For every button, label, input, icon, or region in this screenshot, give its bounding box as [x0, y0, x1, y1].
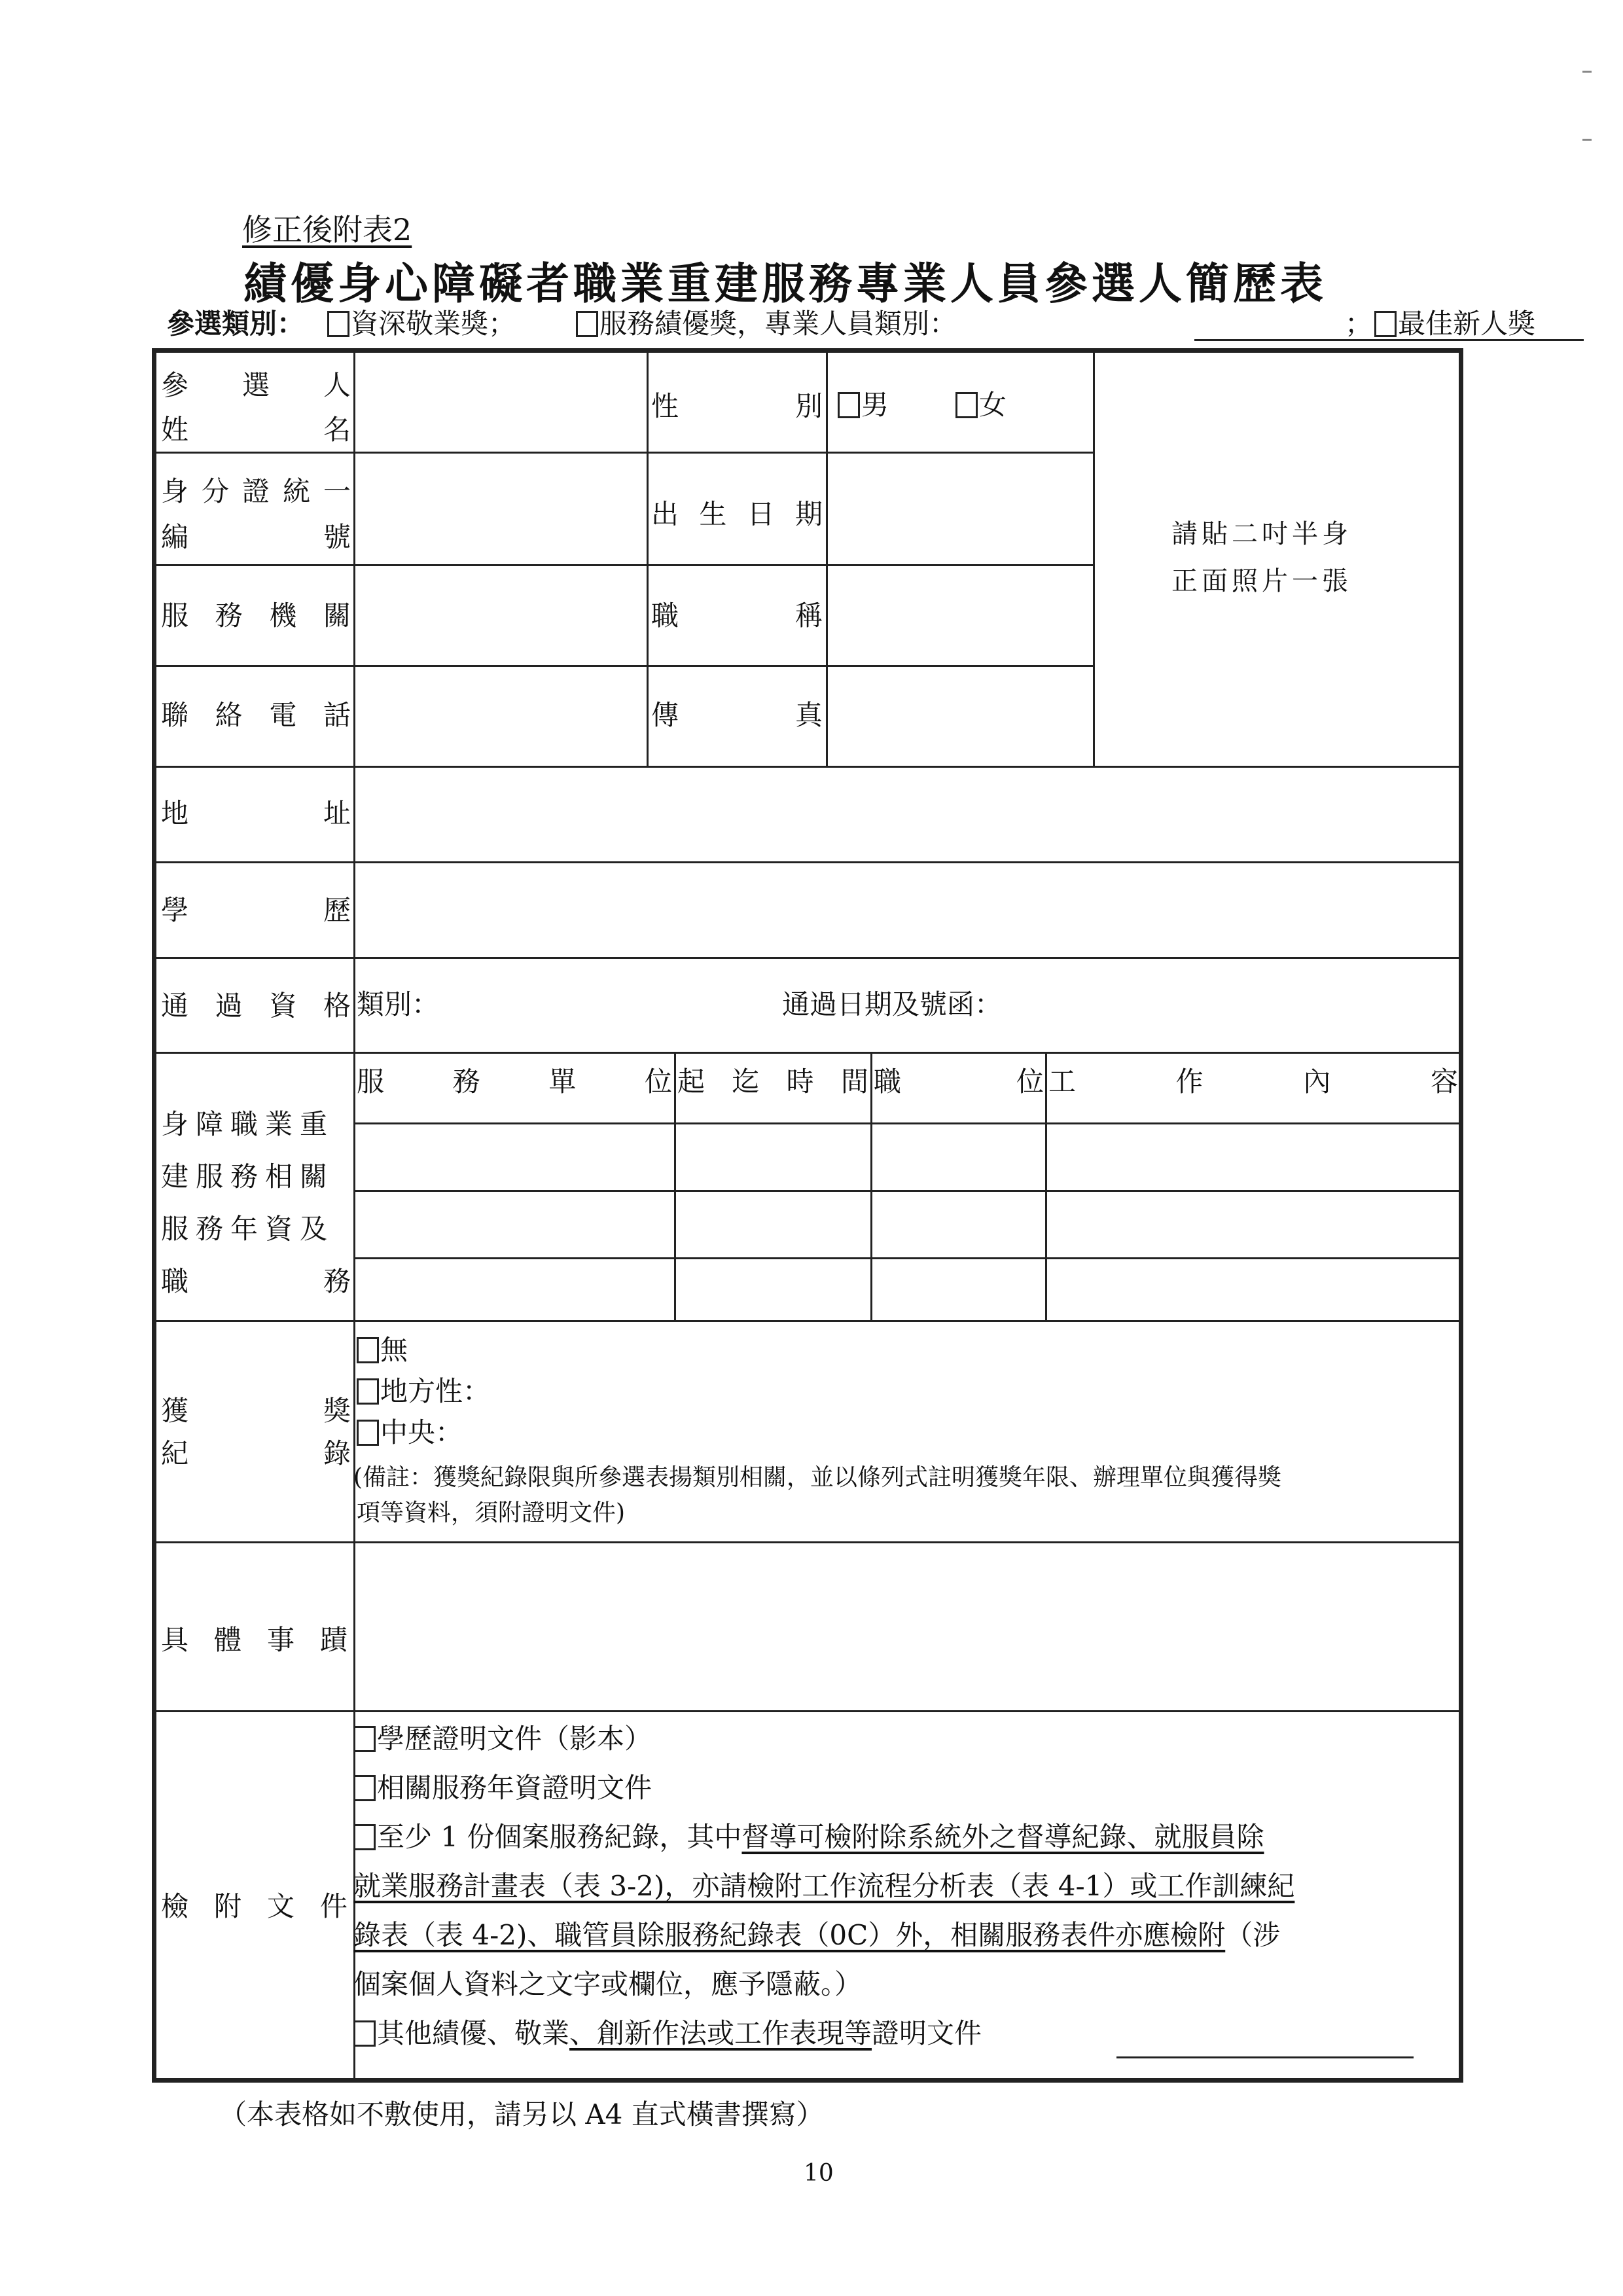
checkbox[interactable] — [838, 392, 860, 418]
attach-other-option[interactable]: 其他績優、敬業、創新作法或工作表現等證明文件 — [353, 2017, 982, 2050]
attach-case-record-option[interactable]: 至少 1 份個案服務紀錄，其中督導可檢附除系統外之督導紀錄、就服員除 — [353, 1821, 1264, 1854]
experience-label: 身障職業重 建服務相關 服務年資及 職 務 — [161, 1108, 351, 1297]
divider — [353, 1190, 1461, 1192]
margin-mark — [1582, 71, 1592, 73]
gender-male-option[interactable]: 男 — [838, 389, 889, 422]
separator: ； — [1345, 308, 1373, 340]
divider — [353, 1122, 1461, 1124]
experience-row[interactable] — [357, 1126, 1459, 1188]
divider — [154, 1710, 1461, 1712]
option-senior-dedication[interactable]: 資深敬業獎； — [327, 302, 516, 342]
job-title-input[interactable] — [829, 567, 1091, 663]
category-label: 參選類別： — [167, 308, 305, 340]
awards-label-top: 獲 獎 — [161, 1395, 351, 1427]
gender-female-option[interactable]: 女 — [955, 389, 1007, 422]
margin-mark — [1582, 139, 1592, 141]
name-label-bottom: 姓 名 — [161, 414, 351, 446]
award-none-option[interactable]: 無 — [357, 1334, 408, 1367]
checkbox[interactable] — [576, 311, 598, 337]
deeds-input[interactable] — [357, 1545, 1459, 1708]
birthdate-input[interactable] — [829, 455, 1091, 563]
form-subtitle: 修正後附表2 — [242, 212, 412, 247]
education-label: 學 歷 — [161, 894, 351, 926]
fax-label: 傳 真 — [651, 699, 823, 731]
attachments-label: 檢 附 文 件 — [161, 1890, 348, 1922]
attach-case-record-line2: 就業服務計畫表（表 3-2)，亦請檢附工作流程分析表（表 4-1）或工作訓練紀 — [353, 1870, 1295, 1902]
divider — [647, 350, 649, 766]
divider — [154, 766, 1461, 768]
checkbox[interactable] — [357, 1378, 379, 1405]
birthdate-label: 出 生 日 期 — [651, 498, 823, 530]
header-service-unit: 服 務 單 位 — [357, 1066, 672, 1098]
deeds-label: 具 體 事 蹟 — [161, 1624, 348, 1656]
attach-education-option[interactable]: 學歷證明文件（影本） — [353, 1723, 652, 1755]
award-local-option[interactable]: 地方性： — [357, 1375, 490, 1408]
fax-input[interactable] — [829, 668, 1091, 764]
divider — [826, 350, 828, 766]
attach-case-record-line4: 個案個人資料之文字或欄位，應予隱蔽。） — [353, 1968, 863, 2000]
qualification-label: 通 過 資 格 — [161, 990, 351, 1022]
divider — [154, 957, 1461, 959]
awards-label-bottom: 紀 錄 — [161, 1437, 351, 1469]
awards-note-line1: (備註：獲獎紀錄限與所參選表揚類別相關，並以條列式註明獲獎年限、辦理單位與獲得獎 — [353, 1464, 1282, 1491]
divider — [154, 861, 1461, 863]
option-service-excellence[interactable]: 服務績優獎，專業人員類別： — [576, 302, 957, 342]
experience-row[interactable] — [357, 1261, 1459, 1318]
checkbox[interactable] — [353, 1726, 376, 1752]
checkbox[interactable] — [357, 1420, 379, 1446]
checkbox[interactable] — [357, 1337, 379, 1363]
divider — [1093, 350, 1095, 766]
footer-note: （本表格如不敷使用，請另以 A4 直式橫書撰寫） — [219, 2098, 824, 2130]
page-title: 績優身心障礙者職業重建服務專業人員參選人簡歷表 — [243, 258, 1327, 309]
divider — [353, 1257, 1461, 1259]
gender-label: 性 別 — [651, 390, 823, 422]
header-period: 起 迄 時 間 — [677, 1066, 868, 1098]
divider — [154, 1541, 1461, 1543]
checkbox[interactable] — [327, 311, 349, 337]
divider — [154, 665, 1094, 667]
id-label-top: 身 分 證 統 一 — [161, 475, 351, 507]
checkbox[interactable] — [955, 392, 978, 418]
checkbox[interactable] — [353, 1824, 376, 1850]
header-job-content: 工 作 內 容 — [1048, 1066, 1458, 1098]
phone-input[interactable] — [357, 668, 645, 764]
attach-case-record-line3: 錄表（表 4-2)、職管員除服務紀錄表（0C）外，相關服務表件亦應檢附（涉 — [353, 1919, 1281, 1951]
award-central-option[interactable]: 中央： — [357, 1416, 463, 1449]
name-label-top: 參 選 人 — [161, 369, 351, 401]
phone-label: 聯 絡 電 話 — [161, 699, 351, 731]
organization-input[interactable] — [357, 567, 645, 663]
address-label: 地 址 — [161, 797, 351, 829]
divider — [154, 1052, 1461, 1054]
name-input[interactable] — [357, 351, 645, 450]
category-line — [167, 302, 1536, 342]
id-label-bottom: 編 號 — [161, 521, 351, 553]
experience-row[interactable] — [357, 1193, 1459, 1255]
checkbox[interactable] — [353, 2020, 376, 2047]
checkbox[interactable] — [1374, 311, 1397, 337]
other-docs-blank-line[interactable] — [1116, 2056, 1414, 2058]
job-title-label: 職 稱 — [651, 600, 823, 632]
photo-instructions: 請貼二吋半身 正面照片一張 — [1171, 519, 1352, 596]
id-number-input[interactable] — [357, 455, 645, 563]
education-input[interactable] — [357, 865, 1459, 955]
divider — [154, 1320, 1461, 1322]
page-number: 10 — [804, 2160, 834, 2187]
attach-seniority-option[interactable]: 相關服務年資證明文件 — [353, 1772, 652, 1804]
qualification-type-field[interactable]: 類別： — [357, 988, 440, 1020]
awards-note-line2: 項等資料，須附證明文件) — [357, 1499, 626, 1526]
qualification-date-field[interactable]: 通過日期及號函： — [782, 988, 1003, 1020]
organization-label: 服 務 機 關 — [161, 600, 351, 632]
divider — [154, 452, 1094, 454]
option-best-newcomer[interactable]: 最佳新人獎 — [1374, 302, 1535, 342]
checkbox[interactable] — [353, 1775, 376, 1801]
address-input[interactable] — [357, 769, 1459, 859]
divider — [154, 564, 1094, 566]
header-position: 職 位 — [874, 1066, 1044, 1098]
